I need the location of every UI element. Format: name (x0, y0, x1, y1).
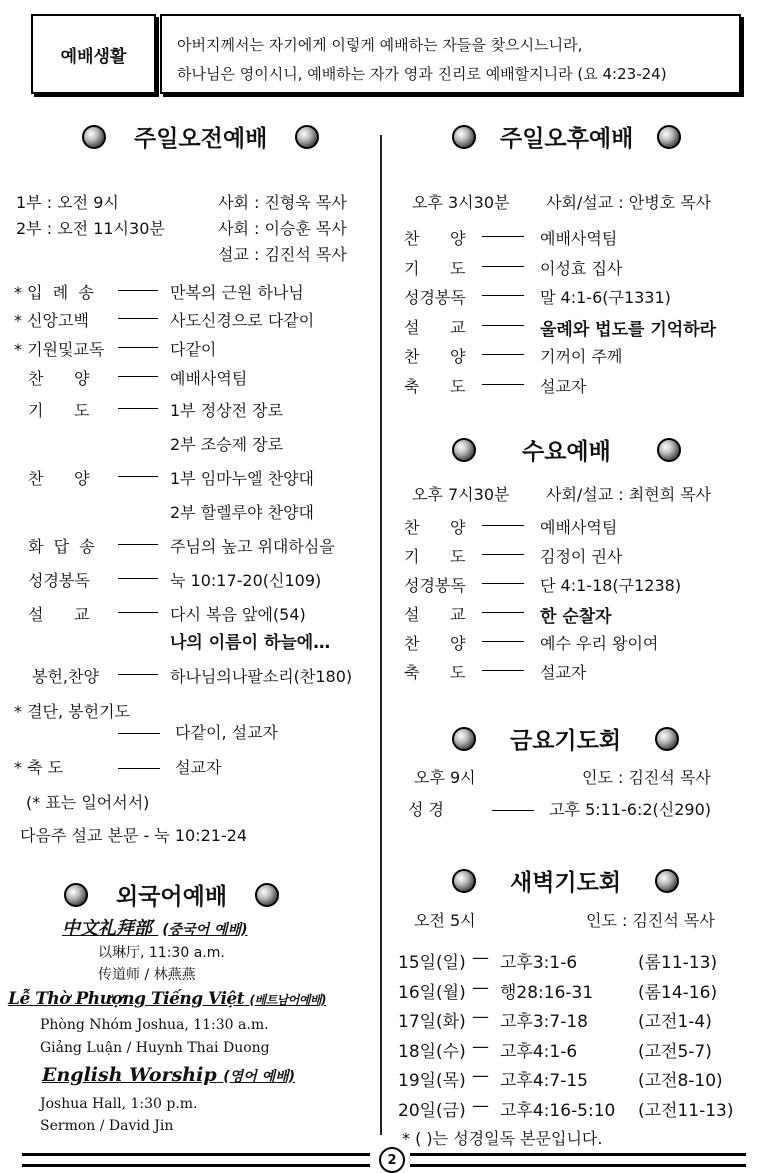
dash-line (482, 236, 524, 237)
fri-scripture-label: 성 경 (408, 800, 444, 819)
am-time-1: 1부 : 오전 9시 (16, 193, 119, 212)
dash-line (482, 325, 524, 326)
dawn-note: * ( )는 성경일독 본문입니다. (402, 1129, 603, 1148)
wednesday-order-value: 한 순찰자 (540, 607, 612, 627)
vietnamese-line-1: Phòng Nhóm Joshua, 11:30 a.m. (40, 1017, 269, 1033)
bullet-icon (452, 869, 476, 893)
bullet-icon (655, 727, 679, 751)
am-order-label: 성경봉독 (28, 571, 90, 590)
dash-line (482, 266, 524, 267)
column-divider (380, 135, 382, 1135)
am-leader-1: 사회 : 진형욱 목사 (218, 193, 347, 212)
dash-line (118, 674, 158, 675)
am-leader-2: 사회 : 이승훈 목사 (218, 219, 347, 238)
closing-row: 다같이, 설교자 (118, 720, 278, 743)
sunday_pm-order-value: 예배사역팀 (540, 229, 618, 248)
am-order-label: 찬 양 (28, 469, 90, 488)
am-order-value: 하나님의나팔소리(찬180) (170, 667, 353, 686)
sunday-pm-title: 주일오후예배 (452, 120, 681, 153)
benediction-row: 설교자 (118, 755, 221, 778)
am-time-2: 2부 : 오전 11시30분 (16, 219, 165, 238)
dash-line (482, 583, 524, 584)
wednesday-order-label: 기 도 (404, 547, 466, 566)
dawn-passage: 고후3:1-6 (500, 953, 578, 973)
am-order-label: 봉헌,찬양 (32, 667, 99, 686)
sunday_pm-order-value: 이성효 집사 (540, 258, 623, 278)
am-order-value: 다같이 (170, 340, 217, 359)
wednesday-order-value: 예배사역팀 (540, 518, 618, 537)
chinese-line-2: 传道师 / 林燕燕 (98, 967, 196, 983)
am-order-value: 2부 조승제 장로 (170, 435, 284, 454)
bullet-icon (655, 869, 679, 893)
friday-title: 금요기도회 (452, 722, 679, 755)
dawn-dash: — (472, 977, 489, 998)
dawn-day: 16일(월) (398, 982, 466, 1003)
sunday_pm-order-value: 말 4:1-6(구1331) (540, 288, 671, 307)
sunday-am-title: 주일오전예배 (82, 120, 319, 153)
bullet-icon (295, 125, 319, 149)
dash-line (482, 670, 524, 671)
dash-line (482, 554, 524, 555)
vietnamese-line-2: Giảng Luận / Huynh Thai Duong (40, 1040, 270, 1056)
sunday_pm-order-value: 기꺼이 주께 (540, 347, 623, 366)
english-title: English Worship (영어 예배) (42, 1064, 296, 1086)
dawn-day: 17일(화) (398, 1012, 466, 1032)
wednesday-order-label: 성경봉독 (404, 576, 466, 595)
english-line-2: Sermon / David Jin (40, 1118, 174, 1134)
bullet-icon (452, 727, 476, 751)
dawn-day: 18일(수) (398, 1041, 466, 1062)
wednesday-order-label: 찬 양 (404, 634, 466, 653)
dawn-title: 새벽기도회 (452, 864, 679, 897)
dash-line (118, 612, 158, 613)
wednesday-order-value: 설교자 (540, 663, 587, 682)
sunday_pm-order-label: 성경봉독 (404, 288, 466, 307)
chinese-line-1: 以琳厅, 11:30 a.m. (98, 945, 225, 961)
dash-line (118, 733, 160, 734)
dawn-dash: — (472, 1007, 489, 1027)
vietnamese-title: Lễ Thờ Phượng Tiếng Việt (베트남어예배) (8, 989, 327, 1009)
am-order-label: * 기원및교독 (14, 340, 105, 359)
bullet-icon (657, 438, 681, 462)
dawn-time: 오전 5시 (414, 911, 476, 930)
am-order-value: 주님의 높고 위대하심을 (170, 537, 335, 556)
am-order-value: 다시 복음 앞에(54) (170, 605, 306, 624)
wednesday-order-label: 설 교 (404, 605, 466, 624)
dawn-dash: — (472, 948, 489, 968)
dawn-reading: (롬11-13) (638, 953, 718, 973)
dash-line (118, 376, 158, 377)
next-week-text: 다음주 설교 본문 - 눅 10:21-24 (20, 826, 248, 845)
am-order-label: 설 교 (28, 605, 90, 624)
wed-time: 오후 7시30분 (412, 485, 510, 504)
page-number: 2 (379, 1147, 405, 1173)
verse-line-1: 아버지께서는 자기에게 이렇게 예배하는 자들을 찾으시느니라, (177, 36, 583, 54)
chinese-title: 中文礼拜部 (중국어 예배) (62, 918, 248, 939)
dash-line (482, 525, 524, 526)
closing-label: * 결단, 봉헌기도 (14, 702, 130, 721)
dawn-passage: 행28:16-31 (500, 982, 594, 1003)
dawn-dash: — (472, 1095, 489, 1116)
dawn-day: 20일(금) (398, 1100, 466, 1121)
dash-line (118, 408, 158, 409)
dash-line (118, 347, 158, 348)
dash-line (492, 810, 534, 811)
dash-line (118, 578, 158, 579)
wednesday-order-label: 찬 양 (404, 518, 466, 537)
english-line-1: Joshua Hall, 1:30 p.m. (40, 1096, 198, 1112)
bullet-icon (64, 883, 88, 907)
bullet-icon (657, 125, 681, 149)
am-order-value: 예배사역팀 (170, 369, 248, 388)
sunday_pm-order-label: 축 도 (404, 376, 466, 396)
am-preacher: 설교 : 김진석 목사 (218, 245, 347, 264)
am-order-label: * 입 례 송 (14, 283, 94, 302)
am-order-value: 눅 10:17-20(신109) (170, 571, 322, 590)
dash-line (118, 768, 160, 769)
wed-leader: 사회/설교 : 최현희 목사 (546, 485, 712, 504)
sunday_pm-order-label: 찬 양 (404, 347, 466, 366)
sunday_pm-order-value: 설교자 (540, 376, 587, 396)
fri-scripture-row: 고후 5:11-6:2(신290) (492, 797, 711, 820)
am-order-value: 사도신경으로 다같이 (170, 311, 315, 330)
dawn-day: 15일(일) (398, 953, 466, 973)
standing-note: (* 표는 일어서서) (26, 793, 150, 812)
am-order-value: 2부 할렐루야 찬양대 (170, 503, 314, 522)
fri-time: 오후 9시 (414, 768, 476, 787)
sunday_pm-order-label: 찬 양 (404, 229, 466, 248)
verse-line-2: 하나님은 영이시니, 예배하는 자가 영과 진리로 예배할지니라 (요 4:23-24) (177, 65, 667, 83)
dash-line (482, 354, 524, 355)
pm-time: 오후 3시30분 (412, 193, 510, 212)
bullet-icon (255, 883, 279, 907)
pm-leader: 사회/설교 : 안병호 목사 (546, 193, 712, 212)
wednesday-title: 수요예배 (452, 433, 681, 466)
sunday_pm-order-label: 설 교 (404, 317, 466, 337)
dawn-dash: — (472, 1036, 489, 1057)
wednesday-order-label: 축 도 (404, 663, 466, 682)
dawn-passage: 고후4:1-6 (500, 1041, 578, 1062)
dash-line (118, 544, 158, 545)
wednesday-order-value: 김정이 권사 (540, 547, 623, 566)
verse-box (160, 14, 741, 94)
dash-line (482, 384, 524, 385)
bullet-icon (452, 125, 476, 149)
dawn-reading: (롬14-16) (638, 982, 718, 1003)
wednesday-order-value: 단 4:1-18(구1238) (540, 576, 682, 595)
dawn-day: 19일(목) (398, 1071, 466, 1091)
am-order-value: 1부 정상전 장로 (170, 401, 284, 420)
am-order-value: 만복의 근원 하나님 (170, 283, 304, 302)
am-order-label: * 신앙고백 (14, 311, 89, 330)
dash-line (482, 612, 524, 613)
sunday_pm-order-value: 울례와 법도를 기억하라 (540, 319, 717, 340)
dawn-reading: (고전5-7) (638, 1041, 712, 1062)
footer-rule-right (410, 1153, 746, 1167)
bullet-icon (452, 438, 476, 462)
benediction-label: * 축 도 (14, 758, 64, 777)
sunday_pm-order-label: 기 도 (404, 258, 466, 278)
dash-line (482, 641, 524, 642)
dawn-reading: (고전1-4) (638, 1012, 712, 1032)
dawn-leader: 인도 : 김진석 목사 (586, 911, 715, 930)
dash-line (118, 290, 158, 291)
dawn-passage: 고후4:7-15 (500, 1071, 588, 1091)
wednesday-order-value: 예수 우리 왕이여 (540, 634, 659, 653)
am-order-value: 1부 임마누엘 찬양대 (170, 469, 314, 488)
dawn-reading: (고전11-13) (638, 1100, 734, 1121)
dawn-passage: 고후4:16-5:10 (500, 1100, 616, 1121)
am-order-label: 화 답 송 (28, 537, 95, 556)
foreign-title: 외국어예배 (64, 878, 279, 911)
am-order-label: 찬 양 (28, 369, 90, 388)
dawn-dash: — (472, 1066, 489, 1086)
fri-leader: 인도 : 김진석 목사 (582, 768, 711, 787)
footer-rule-left (22, 1153, 370, 1167)
bullet-icon (82, 125, 106, 149)
section-label: 예배생활 (31, 14, 156, 94)
dash-line (118, 476, 158, 477)
am-order-value: 나의 이름이 하늘에… (170, 633, 331, 653)
dash-line (482, 295, 524, 296)
am-order-label: 기 도 (28, 401, 90, 420)
dawn-reading: (고전8-10) (638, 1071, 723, 1091)
dawn-passage: 고후3:7-18 (500, 1012, 588, 1032)
dash-line (118, 318, 158, 319)
